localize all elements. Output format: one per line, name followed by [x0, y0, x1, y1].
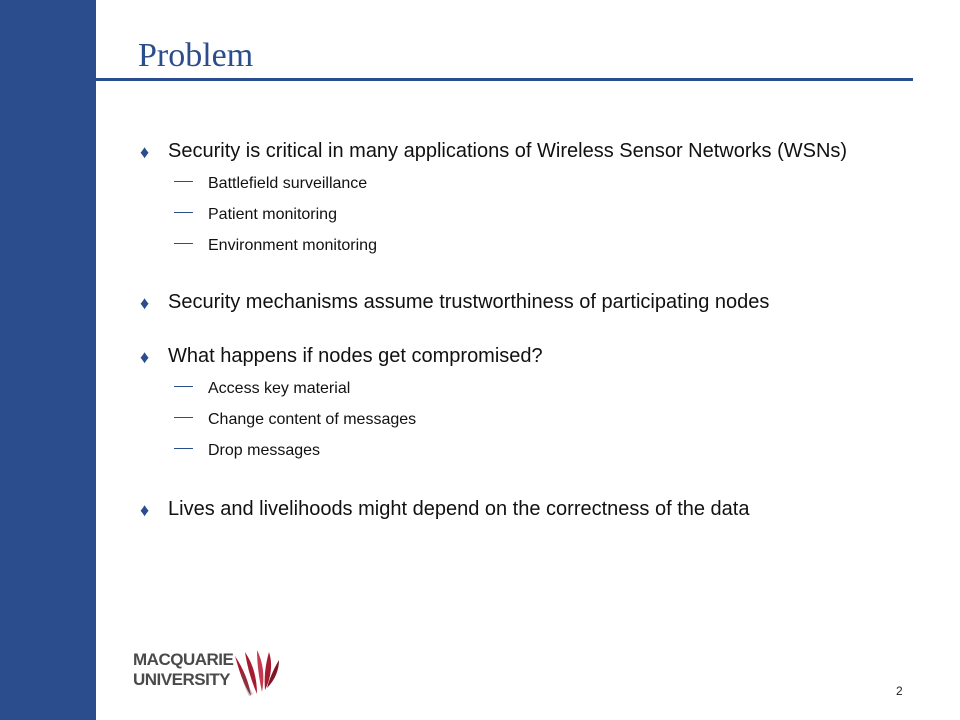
dash-icon [174, 181, 193, 182]
sub-text: Drop messages [208, 442, 321, 459]
dash-icon [174, 212, 193, 213]
sub-item [138, 409, 928, 440]
dash-icon [174, 386, 193, 387]
sub-text: Environment monitoring [208, 237, 377, 254]
sub-text: Change content of messages [208, 411, 417, 428]
bullet-text: Security mechanisms assume trustworthiness of participating nodes [168, 291, 770, 313]
sub-item [138, 378, 928, 409]
bullet-text: What happens if nodes get compromised? [168, 345, 543, 367]
bullet-item [138, 289, 928, 316]
bullet-item [138, 343, 928, 370]
bullet-text: Lives and livelihoods might depend on the correctness of the data [168, 498, 750, 520]
diamond-icon: ♦ [140, 347, 150, 367]
logo-line-1: MACQUARIE [133, 650, 234, 669]
dash-icon [174, 448, 193, 449]
dash-icon [174, 243, 193, 244]
sidebar-band [0, 0, 96, 720]
sub-item [138, 173, 928, 204]
logo-wordmark [133, 650, 234, 690]
bullet-text: Security is critical in many applications of Wireless Sensor Networks (WSNs) [168, 140, 848, 162]
sub-list [138, 173, 928, 266]
title-rule-left [32, 78, 96, 81]
title-rule [96, 78, 913, 81]
sub-item [138, 204, 928, 235]
lighthouse-shield-icon [229, 648, 285, 698]
diamond-icon: ♦ [140, 142, 150, 162]
bullet-group [138, 343, 928, 471]
bullet-group [138, 138, 928, 266]
diamond-icon: ♦ [140, 500, 150, 520]
sub-text: Battlefield surveillance [208, 175, 368, 192]
diamond-icon: ♦ [140, 293, 150, 313]
sub-item [138, 440, 928, 471]
bullet-item [138, 496, 928, 523]
bullet-group [138, 496, 928, 523]
sub-text: Patient monitoring [208, 206, 337, 223]
dash-icon [174, 417, 193, 418]
slide-content [138, 138, 928, 523]
bullet-item [138, 138, 928, 165]
bullet-group [138, 289, 928, 316]
sub-list [138, 378, 928, 471]
logo-line-2: UNIVERSITY [133, 670, 231, 689]
slide-title: Problem [138, 37, 254, 74]
sub-text: Access key material [208, 380, 351, 397]
sub-item [138, 235, 928, 266]
page-number: 2 [896, 684, 903, 698]
